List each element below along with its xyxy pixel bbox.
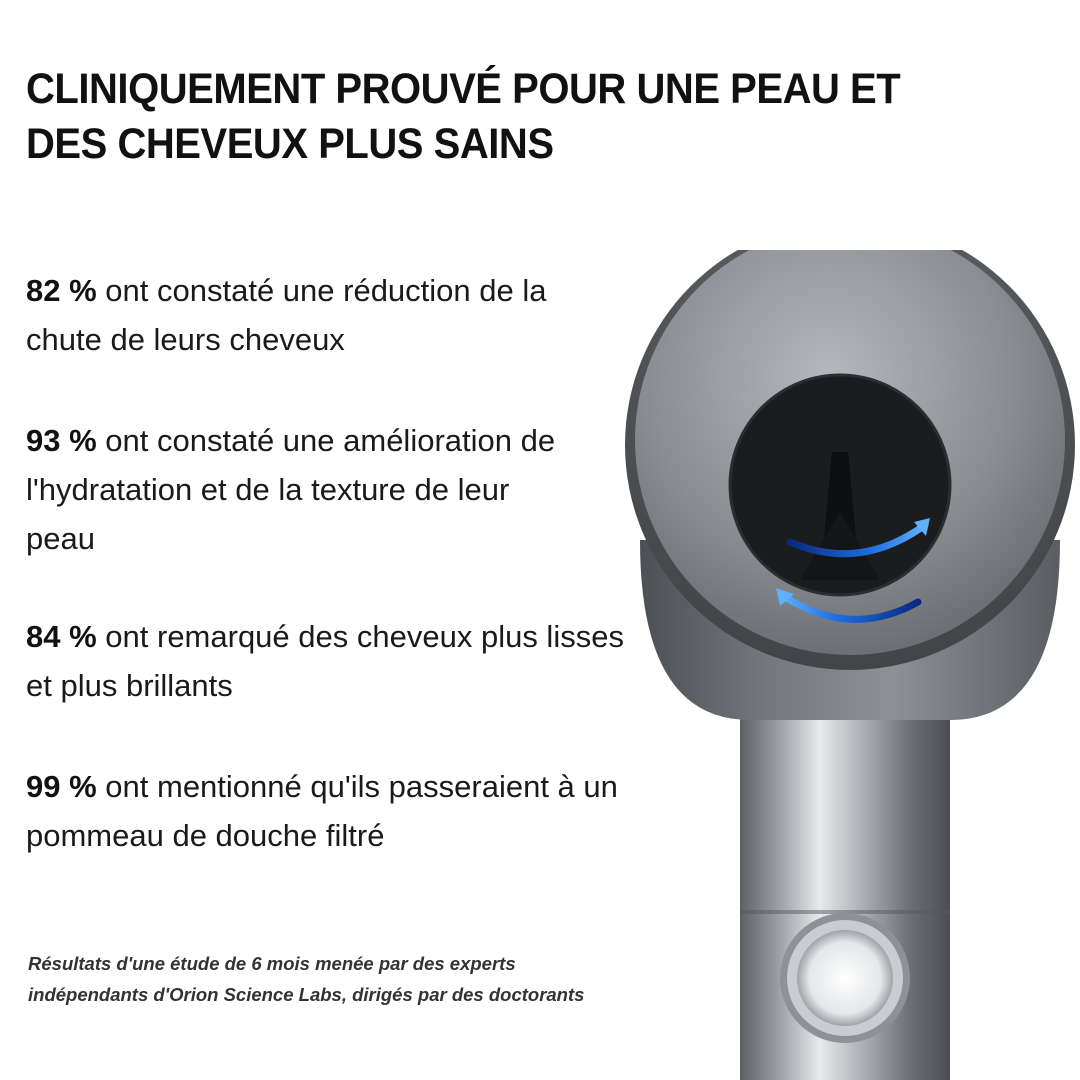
- footnote-line-2: indépendants d'Orion Science Labs, dirigés par des doctorants: [28, 984, 585, 1005]
- stat-percent: 99 %: [26, 769, 97, 804]
- stat-text: ont constaté une réduction de la chute de leurs cheveux: [26, 273, 547, 357]
- stat-percent: 84 %: [26, 619, 97, 654]
- headline-line-2: DES CHEVEUX PLUS SAINS: [26, 120, 554, 168]
- study-footnote: [28, 948, 648, 1010]
- stat-percent: 82 %: [26, 273, 97, 308]
- stat-item-93: [26, 416, 586, 563]
- filtered-shower-head-image: [600, 250, 1080, 1080]
- stat-item-84: [26, 612, 626, 710]
- stat-text: ont remarqué des cheveux plus lisses et plus brillants: [26, 619, 624, 703]
- stat-text: ont constaté une amélioration de l'hydratation et de la texture de leur peau: [26, 423, 556, 556]
- headline: [26, 62, 919, 172]
- footnote-line-1: Résultats d'une étude de 6 mois menée par des experts: [28, 953, 516, 974]
- headline-line-1: CLINIQUEMENT PROUVÉ POUR UNE PEAU ET: [26, 65, 901, 113]
- stat-percent: 93 %: [26, 423, 97, 458]
- stat-item-99: [26, 762, 666, 860]
- stat-text: ont mentionné qu'ils passeraient à un pommeau de douche filtré: [26, 769, 618, 853]
- stat-item-82: [26, 266, 626, 364]
